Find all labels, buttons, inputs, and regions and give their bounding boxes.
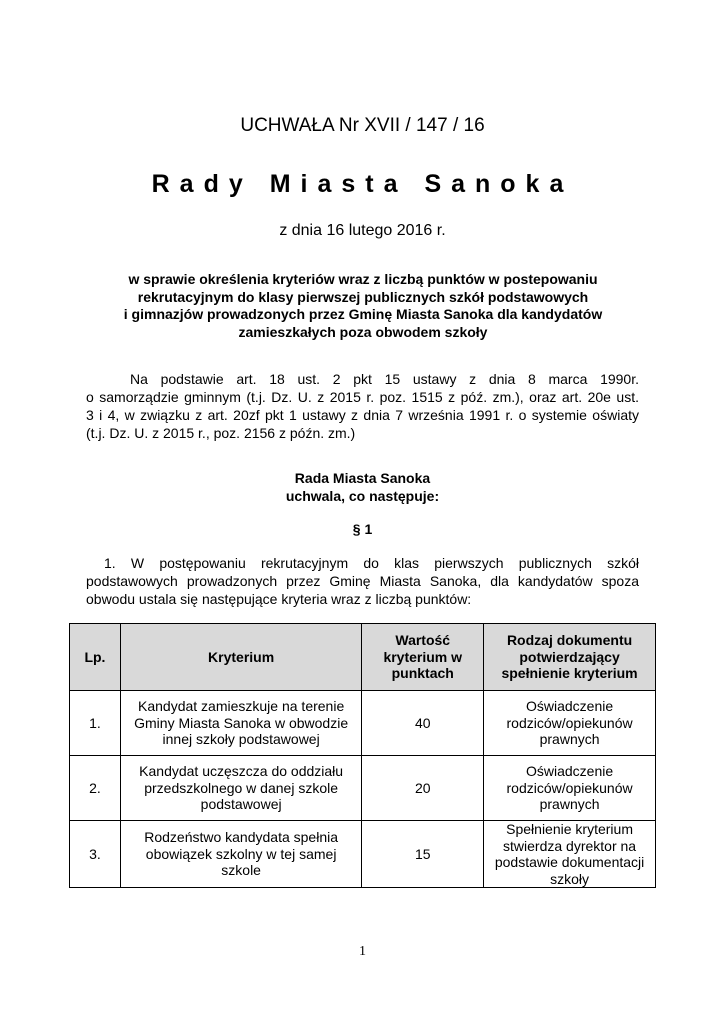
table-row (70, 821, 656, 888)
paragraph-line: podstawowych prowadzonych przez Gminę Miasta Sanoka, dla kandydatów spoza (86, 573, 639, 589)
header-document-line: Rodzaj dokumentu (506, 632, 633, 649)
enactment-line: uchwala, co następuje: (285, 487, 440, 504)
document-line: rodziców/opiekunów (506, 779, 633, 796)
criterion-line: przedszkolnego w danej szkole (144, 779, 339, 796)
criterion-line: Rodzeństwo kandydata spełnia (144, 829, 339, 846)
resolution-subject (90, 271, 636, 341)
subject-line: w sprawie określenia kryteriów wraz z liczbą punktów w postepowaniu (128, 271, 598, 287)
resolution-number: UCHWAŁA Nr XVII / 147 / 16 (240, 115, 485, 136)
header-criterion: Kryterium (120, 624, 361, 691)
row-points: 40 (362, 691, 484, 756)
enactment-clause (0, 470, 725, 505)
subject-line: zamieszkałych poza obwodem szkoły (238, 323, 488, 340)
paragraph-line: obwodu ustala się następujące kryteria wraz z liczbą punktów: (86, 591, 472, 607)
criteria-table (69, 623, 656, 888)
criterion-line: innej szkoły podstawowej (162, 731, 320, 748)
legal-basis-line: (t.j. Dz. U. z 2015 r., poz. 2156 z późn. zm.) (86, 425, 356, 441)
row-lp: 1. (70, 691, 121, 756)
row-points: 20 (362, 756, 484, 821)
header-document-line: potwierdzający (519, 648, 620, 665)
document-line: Oświadczenie (525, 698, 614, 715)
row-criterion (120, 691, 361, 756)
header-points-line: kryterium w (383, 648, 463, 665)
criterion-line: Kandydat uczęszcza do oddziału (139, 763, 344, 780)
document-line: prawnych (539, 796, 600, 813)
council-name: Rady Miasta Sanoka (151, 170, 574, 198)
criterion-line: Kandydat zamieszkuje na terenie (138, 698, 345, 715)
criterion-line: szkole (221, 862, 261, 879)
section-heading: § 1 (352, 521, 373, 537)
paragraph-1 (86, 554, 639, 608)
document-line: Oświadczenie (525, 763, 614, 780)
row-points: 15 (362, 821, 484, 888)
row-document (484, 756, 656, 821)
subject-line: i gimnazjów prowadzonych przez Gminę Miasta Sanoka dla kandydatów (123, 306, 603, 322)
header-document-line: spełnienie kryterium (501, 665, 638, 682)
row-document (484, 691, 656, 756)
document-line: prawnych (539, 731, 600, 748)
row-criterion (120, 756, 361, 821)
legal-basis-line: o samorządzie gminnym (t.j. Dz. U. z 2015 r. poz. 1515 z póź. zm.), oraz art. 20e ust. (86, 389, 639, 405)
document-line: podstawie dokumentacji (494, 854, 645, 870)
document-line: stwierdza dyrektor na (503, 837, 637, 854)
legal-basis-line: 3 i 4, w związku z art. 20zf pkt 1 ustawy z dnia 7 września 1991 r. o systemie oświaty (86, 407, 639, 423)
table-row (70, 756, 656, 821)
table-row (70, 691, 656, 756)
row-lp: 2. (70, 756, 121, 821)
row-lp: 3. (70, 821, 121, 888)
header-lp: Lp. (70, 624, 121, 691)
page-number: 1 (359, 944, 366, 959)
document-line: rodziców/opiekunów (506, 714, 633, 731)
header-points (362, 624, 484, 691)
criterion-line: obowiązek szkolny w tej samej (145, 845, 337, 862)
row-document (484, 821, 656, 888)
paragraph-line: 1. W postępowaniu rekrutacyjnym do klas pierwszych publicznych szkół (104, 555, 639, 571)
header-document (484, 624, 656, 691)
header-points-line: punktach (391, 665, 454, 682)
table-header-row (70, 624, 656, 691)
document-line: Spełnienie kryterium (506, 821, 633, 837)
enactment-line: Rada Miasta Sanoka (294, 470, 431, 486)
header-points-line: Wartość (395, 632, 451, 649)
criterion-line: Gminy Miasta Sanoka w obwodzie (134, 714, 349, 731)
subject-line: rekrutacyjnym do klasy pierwszej publicznych szkół podstawowych (137, 288, 589, 305)
legal-basis (86, 370, 639, 442)
row-criterion (120, 821, 361, 888)
criterion-line: podstawowej (200, 796, 282, 813)
legal-basis-line: Na podstawie art. 18 ust. 2 pkt 15 ustawy z dnia 8 marca 1990r. (130, 371, 639, 387)
document-line: szkoły (550, 870, 590, 887)
resolution-date: z dnia 16 lutego 2016 r. (279, 222, 446, 239)
